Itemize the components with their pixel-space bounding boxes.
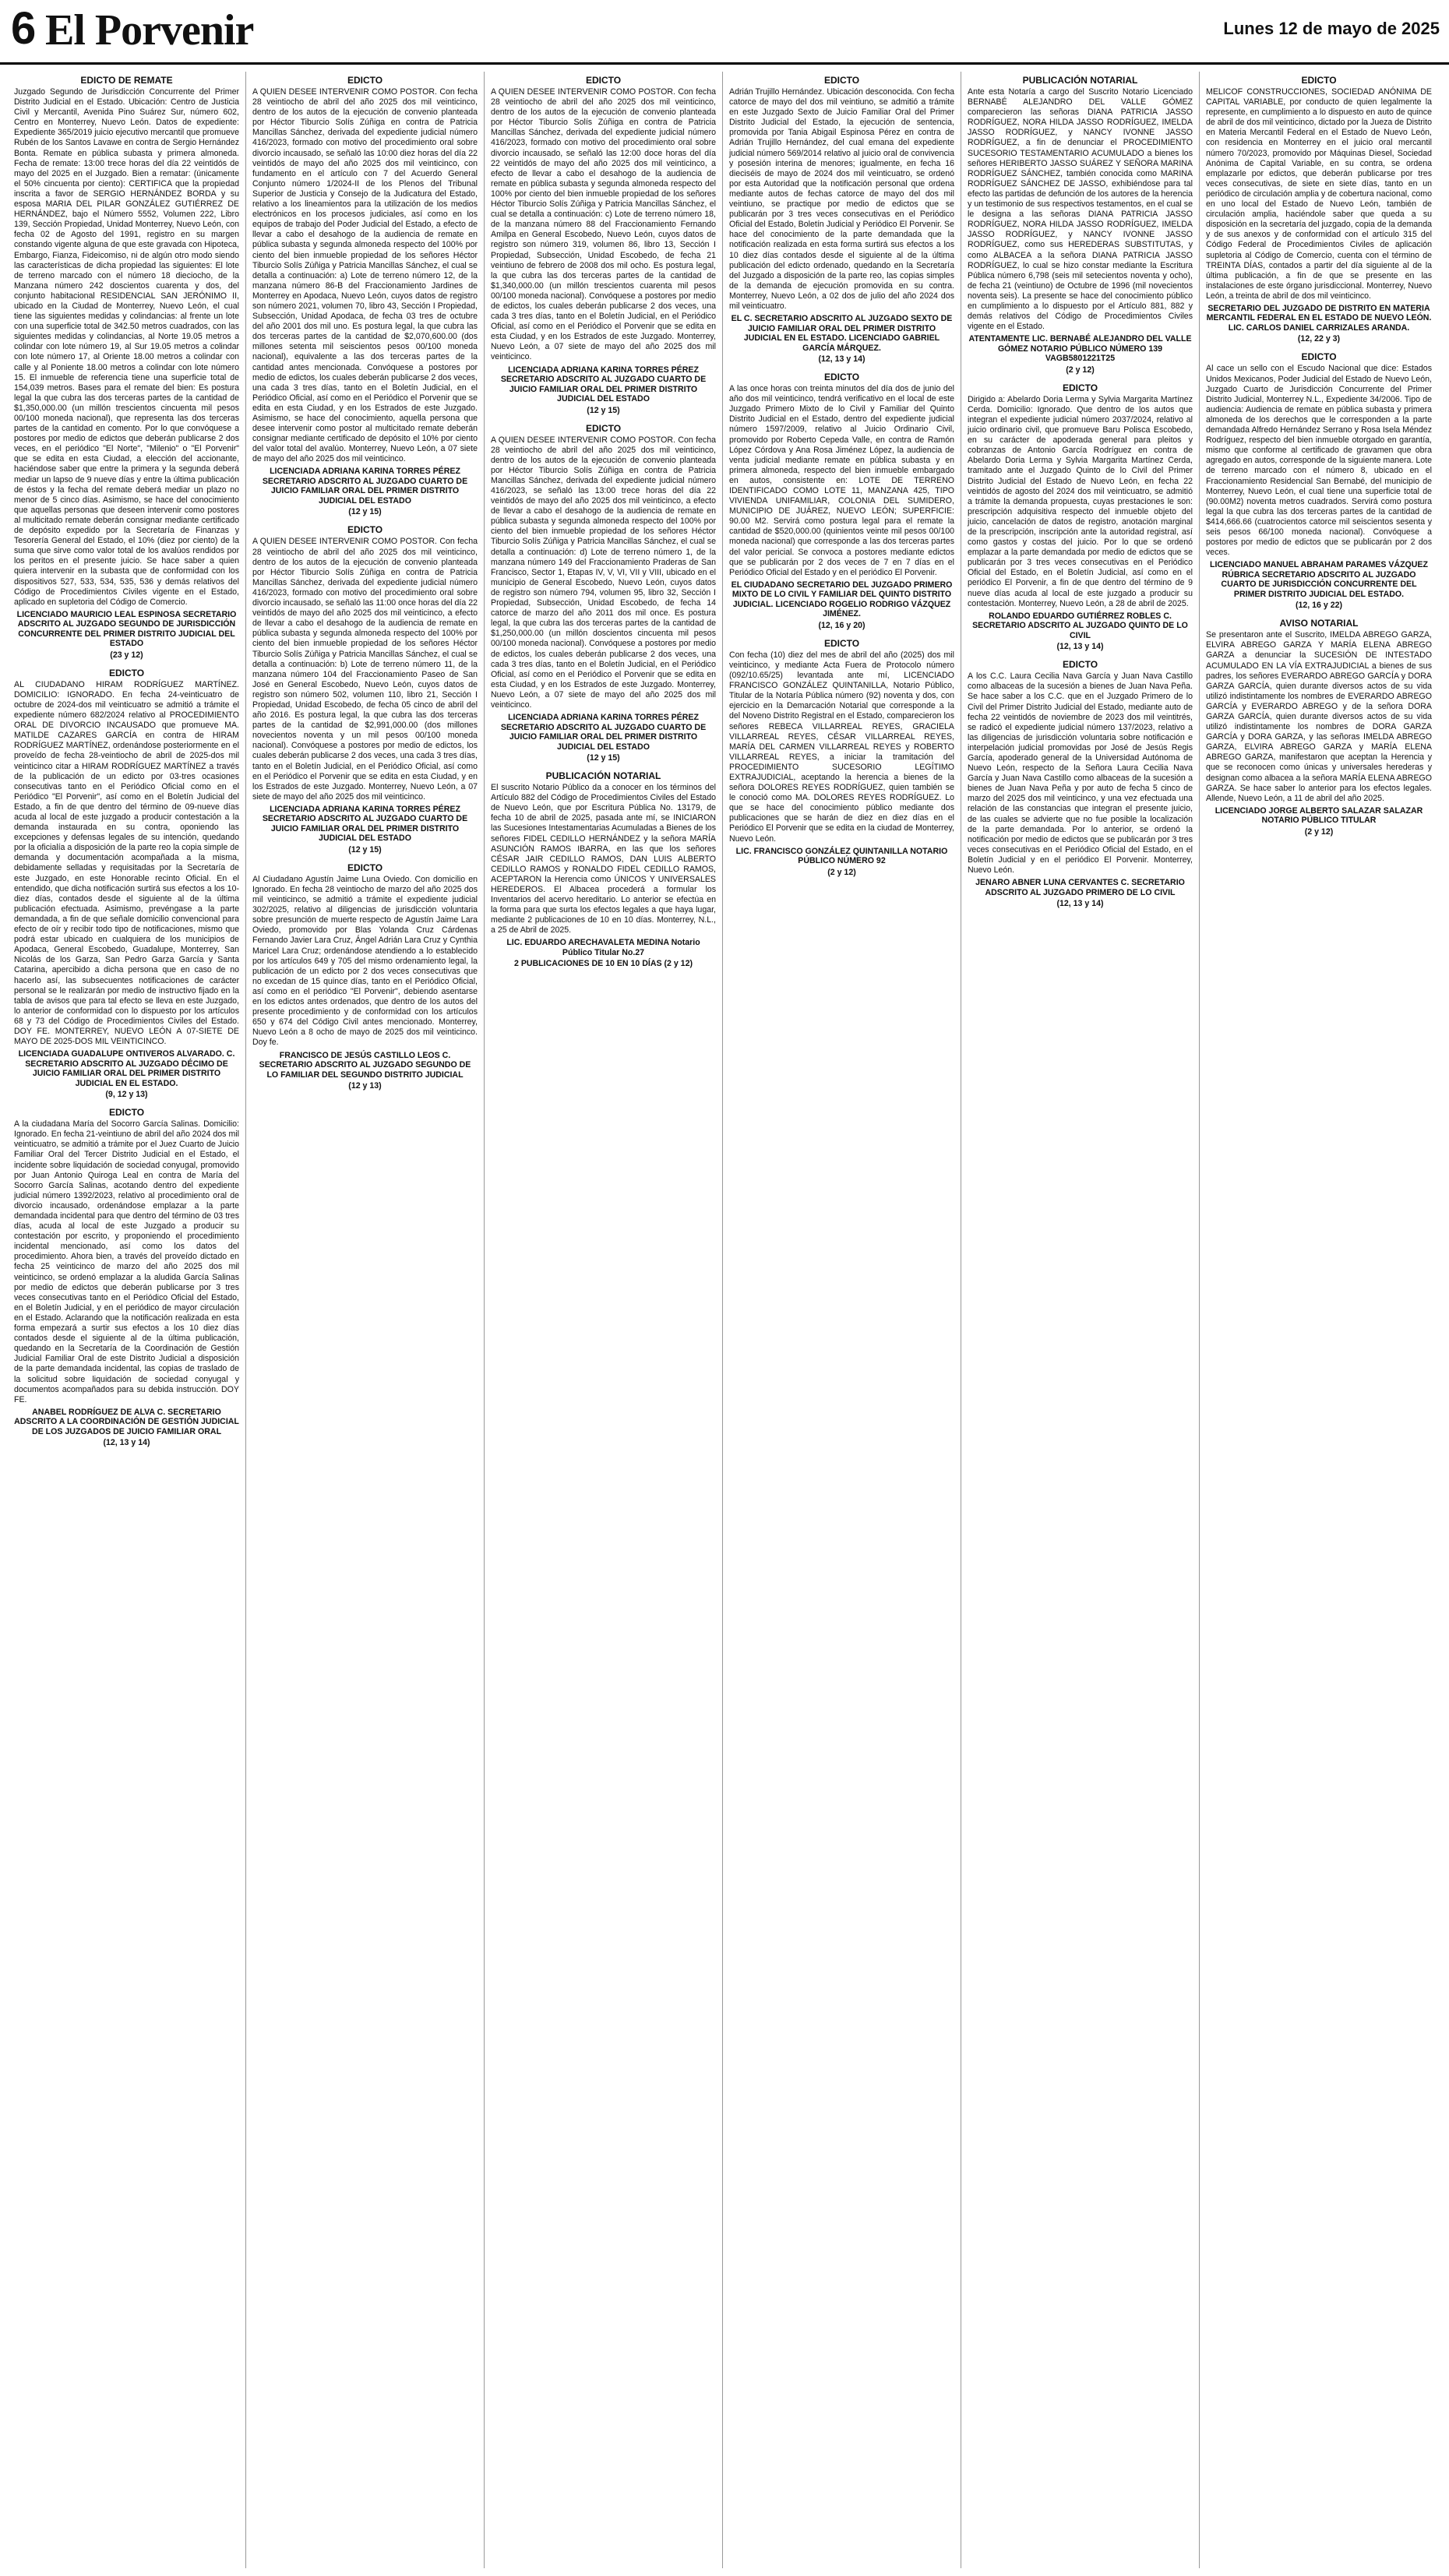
notice-title: EDICTO bbox=[1062, 382, 1098, 393]
newspaper-name: El Porvenir bbox=[45, 6, 254, 55]
notice-title: EDICTO bbox=[347, 862, 383, 873]
notice-publication-dates: (2 y 12) bbox=[1304, 826, 1334, 837]
column-5 bbox=[961, 72, 1200, 2568]
notice-title: PUBLICACIÓN NOTARIAL bbox=[1022, 75, 1138, 86]
notice-publication-dates: (12 y 13) bbox=[348, 1081, 382, 1091]
legal-notice bbox=[14, 668, 239, 1099]
notice-publication-dates: (12, 16 y 20) bbox=[818, 620, 866, 630]
notice-body: AL CIUDADANO HIRAM RODRÍGUEZ MARTÍNEZ. DOMICILIO: IGNORADO. En fecha 24-veinticuatro de octubre de 2024-dos mil veinticuatro se admitió a trámite el expediente número 682/2024 relativo al PROCEDIMIENTO ORAL DE DIVORCIO INCAUSADO que promueve MA. MATILDE CAZARES GARCÍA en contra de HIRAM RODRÍGUEZ MARTÍNEZ, ordenándose posteriormente en el proveído de fecha 28-veintiocho de abril de 2025-dos mil veinticinco citar a HIRAM RODRÍGUEZ MARTÍNEZ a través de la publicación de un edicto por 03-tres ocasiones consecutivas tanto en el Periódico Oficial como en el Periódico "El Porvenir", así como en el Boletín Judicial del Estado, a fin de que dentro del término de 09-nueve días acuda al local de este juzgado a producir contestación a la demanda instaurada en su contra, oponiendo las excepciones y defensas legales de su intención, quedando por la oficialía a disposición de la parte reo la copia simple de demanda y documentación acompañada a la misma, debidamente selladas y requisitadas por la Secretaría de este Juzgado, en este Honorable recinto Oficial. En el entendido, que dicha notificación surtirá sus efectos a los 10-diez días, contados desde el siguiente al de la última publicación efectuada. Asimismo, prevéngase a la parte demandada, a fin de que señale domicilio convencional para efecto de oír y recibir todo tipo de notificaciones, mismo que podrá estar ubicado en cualquiera de los municipios de Apodaca, General Escobedo, Guadalupe, Monterrey, San Nicolás de los Garza, San Pedro Garza García y Santa Catarina, apercibido a dicha persona que en caso de no hacerlo así, las subsecuentes notificaciones de carácter personal se le realizarán por medio de instructivo fijado en la tabla de avisos que para tal efecto se lleva en este Juzgado, lo anterior de conformidad con lo dispuesto por los artículos 68 y 73 del Código de Procedimientos Civiles del Estado. DOY FE. MONTERREY, NUEVO LEÓN A 07-SIETE DE MAYO DE 2025-DOS MIL VEINTICINCO. bbox=[14, 679, 239, 1047]
notice-publication-dates: (12, 13 y 14) bbox=[1056, 642, 1104, 652]
notice-publication-dates: (2 y 12) bbox=[1066, 365, 1095, 375]
notice-signature: LICENCIADA GUADALUPE ONTIVEROS ALVARADO. C. SECRETARIO ADSCRITO AL JUZGADO DÉCIMO DE JUICIO FAMILIAR ORAL DEL PRIMER DISTRITO JUDICIAL EN EL ESTADO. bbox=[18, 1049, 235, 1088]
notice-body: Dirigido a: Abelardo Doria Lerma y Sylvia Margarita Martínez Cerda. Domicilio: Ignorado. Que dentro de los autos que integran el expediente judicial número 2037/2024, relativo al juicio ordinario civil, que promueve Baru Polisca Escobedo, en su carácter de apoderada general para pleitos y cobranzas de Antonio García Rodríguez en contra de Abelardo Doria Lerma y Sylvia Margarita Martínez Cerda, tramitado ante el Juzgado Quinto de lo Civil del Primer Distrito Judicial del Estado de Nuevo León, en fecha 22 veintidós de agosto del 2024 dos mil veinticuatro, se admitió a trámite la demanda propuesta, cuyas prestaciones le son: prescripción adquisitiva respecto del inmueble objeto del juicio, cancelación de datos de registro, anotación marginal de la prescripción, inscripción ante la autoridad registral, así como gastos y costas del juicio. Por lo que se ordenó emplazar a la parte demandada por medio de edictos que se publicarán por 3 tres veces consecutivas en el Periódico Oficial del Estado, en el Boletín Judicial, así como en el periódico El Porvenir, a fin de que dentro del término de 9 nueve días acuda al local de este juzgado a producir su contestación. Monterrey, Nuevo León, a 28 de abril de 2025. bbox=[968, 394, 1193, 608]
notice-publication-dates: (12 y 15) bbox=[348, 844, 382, 855]
legal-notice bbox=[968, 382, 1193, 651]
notice-publication-dates: (12 y 15) bbox=[348, 507, 382, 517]
notice-body: Ante esta Notaría a cargo del Suscrito Notario Licenciado BERNABÉ ALEJANDRO DEL VALLE GÓMEZ comparecieron las señoras DIANA PATRICIA JASSO RODRÍGUEZ, NORA HILDA JASSO RODRÍGUEZ, IMELDA JASSO RODRÍGUEZ, y NANCY IVONNE JASSO RODRÍGUEZ, a fin de denunciar el PROCEDIMIENTO SUCESORIO TESTAMENTARIO ACUMULADO a bienes los señores HERIBERTO JASSO SUÁREZ Y SEÑORA MARINA RODRÍGUEZ SÁNCHEZ, también conocida como MARINA RODRÍGUEZ SÁNCHEZ DE JASSO, exhibiéndose para tal efecto las partidas de defunción de los autores de la herencia y un testimonio de sus respectivos testamentos, en el cual se le designa a las señoras DIANA PATRICIA JASSO RODRÍGUEZ, NORA HILDA JASSO RODRÍGUEZ, IMELDA JASSO RODRÍGUEZ, y NANCY IVONNE JASSO RODRÍGUEZ, como sus HEREDERAS SUBSTITUTAS, y como ALBACEA a la señora DIANA PATRICIA JASSO RODRÍGUEZ, lo cual se hizo constar mediante la Escritura Pública número 6,798 (seis mil setecientos noventa y ocho), de fecha 21 (veintiuno) de Octubre de 1996 (mil novecientos noventa seis). La presente se hace del conocimiento público en cumplimiento a lo dispuesto por el Artículo 881, 882 y demás relativos del Código de Procedimientos Civiles vigente en el Estado. bbox=[968, 87, 1193, 332]
notice-title: EDICTO bbox=[585, 75, 622, 86]
notice-title: EDICTO bbox=[585, 422, 622, 434]
notice-title: EDICTO DE REMATE bbox=[80, 75, 173, 86]
notice-publication-dates: 2 PUBLICACIONES DE 10 EN 10 DÍAS (2 y 12) bbox=[513, 959, 693, 969]
notice-title: EDICTO bbox=[823, 372, 860, 383]
notice-body: A QUIEN DESEE INTERVENIR COMO POSTOR. Con fecha 28 veintiocho de abril del año 2025 dos mil veinticinco, dentro de los autos de la ejecución de convenio planteada por Héctor Tiburcio Solís Zúñiga en contra de Patricia Mancillas Sánchez, derivada del expediente judicial número 416/2023, formado con motivo del procedimiento oral sobre divorcio incausado, se señaló las 10:00 diez horas del día 22 veintidós de mayo del año 2025 dos mil veinticinco, con fundamento en el artículo con 7 del Acuerdo General Conjunto número 1/2024-II de los Plenos del Tribunal Superior de Justicia y Consejo de la Judicatura del Estado, relativo a los lineamientos para la utilización de los medios electrónicos en los procesos judiciales, así como en los equipos de trabajo del Poder Judicial del Estado, a efecto de llevar a cabo el desahogo de la audiencia de remate en pública subasta y segunda almoneda respecto del 100% por ciento del bien inmueble propiedad de los señores Héctor Tiburcio Solís Zúñiga y Patricia Mancillas Sánchez, el cual se detalla a continuación: a) Lote de terreno número 12, de la manzana número 86-B del Fraccionamiento Jardines de Monterrey en Apodaca, Nuevo León, cuyos datos de registro son número 2021, volumen 70, libro 43, Sección I Propiedad, Subsección, Unidad Apodaca, de fecha 03 tres de octubre del año 2001 dos mil uno. Es postura legal, la que cubra las dos terceras partes de la cantidad de $2,070,600.00 (dos millones setenta mil seiscientos pesos 00/100 moneda nacional), equivalente a las dos terceras partes de la cantidad antes mencionada. Convóquese a postores por medio de edictos, los cuales deberán publicarse 2 dos veces, una cada 3 tres días, tanto en el Boletín Judicial, en el Periódico Oficial, así como en el Periódico el Porvenir que se edita en esta Ciudad, y en los Estrados de este Juzgado. Asimismo, se hace del conocimiento, aquella persona que desee intervenir como postor al multicitado remate deberán consignar mediante certificado de depósito el 10% por ciento del valor total del avalúo. Monterrey, Nuevo León, a 07 siete de mayo del año 2025 dos mil veinticinco. bbox=[252, 87, 478, 464]
notice-title: EDICTO bbox=[347, 75, 383, 86]
notice-body: El suscrito Notario Público da a conocer en los términos del Artículo 882 del Código de Procedimientos Civiles del Estado de Nuevo León, que por Escritura Pública No. 13179, de fecha 10 de abril de 2025, pasada ante mí, se INICIARON las Sucesiones Intestamentarias Acumuladas a Bienes de los señores FIDEL CEDILLO HERNÁNDEZ y la señora MARÍA ASUNCIÓN RAMOS IBARRA, en las que los señores CÉSAR JAIR CEDILLO RAMOS, DAN LUIS ALBERTO CEDILLO RAMOS y RONALDO FIDEL CEDILLO RAMOS, ACEPTARON la Herencia como ÚNICOS Y UNIVERSALES HEREDEROS. El Albacea procederá a formular los Inventarios del acervo hereditario. Lo anterior se efectúa en la forma para que surta los efectos legales a que haya lugar, mediante 2 publicaciones de 10 en 10 días. Monterrey, N.L., a 25 de Abril de 2025. bbox=[491, 783, 716, 936]
notice-title: PUBLICACIÓN NOTARIAL bbox=[545, 770, 661, 782]
notice-publication-dates: (12, 22 y 3) bbox=[1297, 334, 1341, 344]
legal-notice bbox=[1206, 351, 1432, 610]
legal-notice bbox=[1206, 75, 1432, 344]
notice-body: Juzgado Segundo de Jurisdicción Concurrente del Primer Distrito Judicial en el Estado. Ubicación: Centro de Justicia Civil y Mercantil, Avenida Pino Suárez Sur, número 602, Centro en Monterrey, Nuevo León. Datos de expediente: Expediente 365/2019 juicio ejecutivo mercantil que promueve Rubén de los Santos Lavawe en contra de Sergio Hernández Bonta. Remate en pública subasta y primera almoneda. Fecha de remate: 13:00 trece horas del día 22 veintidós de mayo del 2025 en el Juzgado. Bien a rematar: (únicamente el 50% cincuenta por ciento): CERTIFICA que la propiedad inscrita a favor de SERGIO HERNÁNDEZ BORDA y su esposa MARIA DEL PILAR GONZÁLEZ GUTIÉRREZ DE HERNÁNDEZ, bajo el Número 5552, Volumen 222, Libro 139, Sección Propiedad, Unidad Monterrey, Nuevo León, con fecha 02 de Agosto del 1991, registro en su margen constando vigente alguna de que este gravada con Hipoteca, Embargo, Fianza, Fideicomiso, ni de algún otro modo siendo las características de dicha propiedad las siguientes: El lote de terreno marcado con el número 18 dieciocho, de la Manzana número 242 doscientos cuarenta y dos, del conjunto habitacional RESIDENCIAL SAN JERÓNIMO II, ubicado en la Ciudad de Monterrey, Nuevo León, el cual tiene las siguientes medidas y colindancias: al frente un lote con una superficie total de 342.50 metros cuadrados, con las siguientes medidas y colindancias, al Norte 19.05 metros a colindar con lote número 19, al Sur 19.05 metros a colindar con lote número 17, al Oriente 18.00 metros a colindar con calle y al Poniente 18.00 metros a colindar con lote número 15. El inmueble de referencia tiene una superficie total de 154,039 metros. Bases para el remate del bien: Es postura legal la que cubra las dos terceras partes de la cantidad de $1,350,000.00 (un millón trescientos cincuenta mil pesos 00/100 moneda nacional), que representa las dos terceras partes de la cantidad en comento. Por lo que convóquese a postores por medio de edictos que deberán publicarse 2 dos veces, en el periódico "El Norte", "Milenio" o "El Porvenir" que se edita en esta Ciudad, a elección del accionante, haciéndose saber que entre la primera y la segunda deberá mediar un lapso de 9 nueve días y entre la última publicación de éstos y la fecha del remate deberá mediar un plazo no menor de 5 cinco días. Asimismo, se hace del conocimiento que aquellas personas que deseen intervenir como postores al multicitado remate deberán consignar mediante certificado de depósito expedido por la Secretaría de Finanzas y Tesorería General del Estado, el 10% (diez por ciento) de la suma que sirve como valor total de los avalúos rendidos por los peritos en el presente juicio. Se hace saber a quien quiera intervenir en la subasta que de conformidad con los dispositivos 527, 533, 534, 535, 536 y demás relativos del Código de Procedimientos Civiles vigente en el Estado, aplicado en supletoria del Código de Comercio. bbox=[14, 87, 239, 607]
notice-title: EDICTO bbox=[347, 524, 383, 536]
issue-date: Lunes 12 de mayo de 2025 bbox=[1223, 19, 1440, 38]
notice-title: EDICTO bbox=[108, 1107, 145, 1119]
notice-body: Adrián Trujillo Hernández. Ubicación desconocida. Con fecha catorce de mayo del dos mil veintiuno, se admitió a trámite en este Juzgado Sexto de Juicio Familiar Oral del Primer Distrito Judicial del Estado, la ejecución de sentencia, promovida por Tania Abigail Espinosa Pérez en contra de Adrián Trujillo Hernández, del cual emana del expediente judicial número 569/2014 relativo al juicio oral de convivencia y posesión interina de menores; igualmente, en fecha 16 dieciséis de mayo de 2024 dos mil veinticuatro, se ordenó por esta Autoridad que la notificación personal que ordena mediante autos de fechas catorce de mayo del dos mil veintiuno, se practique por medio de edictos que se publicarán por 3 tres veces consecutivas en el Periódico Oficial del Estado, Boletín Judicial y Periódico El Porvenir. Se hace del conocimiento de la parte demandada que la notificación realizada en esta forma surtirá sus efectos a los 10 diez días contados desde el siguiente al de la última publicación del edicto ordenado, quedando en la Secretaría del Juzgado a disposición de la parte reo, las copias simples de la demanda de ejecución promovida en su contra. Monterrey, Nuevo León, a 02 dos de julio del año 2024 dos mil veinticuatro. bbox=[729, 87, 954, 311]
notice-body: Se presentaron ante el Suscrito, IMELDA ABREGO GARZA, ELVIRA ABREGO GARZA Y MARÍA ELENA ABREGO GARZA a denunciar la SUCESIÓN DE INTESTADO ACUMULADO EN LA VÍA EXTRAJUDICIAL a bienes de sus padres, los señores EVERARDO ABREGO GARCÍA y DORA GARZA GARCÍA, quien durante diversos actos de su vida utilizó indistintamente los nombres de EVERARDO ABREGO GARCÍA y EVERARDO ABREGO y de la señora DORA GARZA GARCÍA, quien durante diversos actos de su vida utilizó indistintamente los nombres de DORA GARZA GARCÍA y DORA GARZA, y las señoras IMELDA ABREGO GARZA, ELVIRA ABREGO GARZA y MARÍA ELENA ABREGO GARZA, manifestaron que aceptan la Herencia y que se reconocen como únicas y universales herederas y designan como albacea a la señora MARÍA ELENA ABREGO GARZA. Se hace saber lo anterior para los efectos legales. Allende, Nuevo León, a 11 de abril del año 2025. bbox=[1206, 630, 1432, 803]
notice-signature: ANABEL RODRÍGUEZ DE ALVA C. SECRETARIO ADSCRITO A LA COORDINACIÓN DE GESTIÓN JUDICIAL DE LOS JUZGADOS DE JUICIO FAMILIAR ORAL bbox=[14, 1407, 239, 1436]
notice-signature: JENARO ABNER LUNA CERVANTES C. SECRETARIO ADSCRITO AL JUZGADO PRIMERO DE LO CIVIL bbox=[975, 878, 1185, 897]
masthead bbox=[0, 0, 1449, 65]
notice-publication-dates: (12, 13 y 14) bbox=[103, 1438, 150, 1448]
column-6 bbox=[1200, 72, 1438, 2568]
legal-notice bbox=[252, 75, 478, 516]
columns-container bbox=[8, 72, 1441, 2568]
notice-signature: LICENCIADA ADRIANA KARINA TORRES PÉREZ SECRETARIO ADSCRITO AL JUZGADO CUARTO DE JUICIO FAMILIAR ORAL DEL PRIMER DISTRITO JUDICIAL DEL ESTADO bbox=[262, 467, 468, 506]
legal-notice bbox=[729, 75, 954, 364]
notice-publication-dates: (12, 13 y 14) bbox=[818, 354, 866, 365]
notice-body: A QUIEN DESEE INTERVENIR COMO POSTOR. Con fecha 28 veintiocho de abril del año 2025 dos mil veinticinco, dentro de los autos de la ejecución de convenio planteada por Héctor Tiburcio Solís Zúñiga en contra de Patricia Mancillas Sánchez, derivada del expediente judicial número 416/2023, se señaló las 13:00 trece horas del día 22 veintidós de mayo del año 2025 dos mil veinticinco, a efecto de llevar a cabo el desahogo de la audiencia de remate en pública subasta y segunda almoneda respecto del 100% por ciento del bien inmueble propiedad de los señores Héctor Tiburcio Solís Zúñiga y Patricia Mancillas Sánchez, el cual se detalla a continuación: d) Lote de terreno número 1, de la manzana número 149 del Fraccionamiento Praderas de San Francisco, Sector 1, Etapas IV, V, VI, VII y VIII, ubicado en el municipio de General Escobedo, Nuevo León, cuyos datos de registro son número 794, volumen 95, libro 32, Sección I Propiedad, Subsección, Unidad Escobedo, de fecha 14 catorce de marzo del año 2011 dos mil once. Es postura legal, la que cubra las dos terceras partes de la cantidad de $1,250,000.00 (un millón doscientos cincuenta mil pesos 00/100 moneda nacional). Convóquese a postores por medio de edictos, los cuales deberán publicarse 2 dos veces, una cada 3 tres días, tanto en el Boletín Judicial, en el Periódico Oficial, así como en el Periódico el Porvenir que se edita en esta Ciudad, y en los Estrados de este Juzgado. Monterrey, Nuevo León, a 07 siete de mayo del año 2025 dos mil veinticinco. bbox=[491, 435, 716, 710]
notice-title: EDICTO bbox=[1301, 351, 1337, 363]
legal-notice bbox=[729, 372, 954, 630]
legal-notice bbox=[252, 524, 478, 854]
notice-body: Con fecha (10) diez del mes de abril del año (2025) dos mil veinticinco, y mediante Acta Fuera de Protocolo número (092/10.65/25) levantada ante mí, LICENCIADO FRANCISCO GONZÁLEZ QUINTANILLA, Notario Público, Titular de la Notaría Pública número (92) noventa y dos, con ejercicio en la Demarcación Notarial que corresponde a la del Noveno Distrito Registral en el Estado, comparecieron los señores REBECA VILLARREAL REYES, GRACIELA VILLARREAL REYES, CÉSAR VILLARREAL REYES, MARÍA DEL CARMEN VILLARREAL REYES y ROBERTO VILLARREAL REYES, a iniciar la tramitación del PROCEDIMIENTO SUCESORIO LEGÍTIMO EXTRAJUDICIAL, aceptando la herencia a bienes de la señora DOLORES REYES RODRÍGUEZ, quien también se le conoció como MA. DOLORES REYES RODRÍGUEZ. Lo que se hace del conocimiento público mediante dos publicaciones que se harán de diez en diez días en el Periódico El Porvenir que se edita en la ciudad de Monterrey, Nuevo León. bbox=[729, 650, 954, 844]
notice-publication-dates: (23 y 12) bbox=[110, 650, 143, 660]
notice-title: EDICTO bbox=[823, 75, 860, 86]
column-3 bbox=[485, 72, 723, 2568]
notice-title: EDICTO bbox=[1301, 75, 1337, 86]
notice-signature: LICENCIADA ADRIANA KARINA TORRES PÉREZ SECRETARIO ADSCRITO AL JUZGADO CUARTO DE JUICIO FAMILIAR ORAL DEL PRIMER DISTRITO JUDICIAL DEL ESTADO bbox=[500, 713, 707, 752]
notice-signature: EL CIUDADANO SECRETARIO DEL JUZGADO PRIMERO MIXTO DE LO CIVIL Y FAMILIAR DEL QUINTO DISTRITO JUDICIAL. LICENCIADO ROGELIO RODRIGO VÁZQUEZ JIMÉNEZ. bbox=[731, 580, 953, 619]
notice-signature: LICENCIADA ADRIANA KARINA TORRES PÉREZ SECRETARIO ADSCRITO AL JUZGADO CUARTO DE JUICIO FAMILIAR ORAL DEL PRIMER DISTRITO JUDICIAL DEL ESTADO bbox=[500, 365, 707, 404]
page-number: 6 bbox=[11, 3, 37, 54]
notice-signature: SECRETARIO DEL JUZGADO DE DISTRITO EN MATERIA MERCANTIL FEDERAL EN EL ESTADO DE NUEVO LEÓN. LIC. CARLOS DANIEL CARRIZALES ARANDA. bbox=[1206, 303, 1432, 333]
column-1 bbox=[8, 72, 246, 2568]
notice-body: MELICOF CONSTRUCCIONES, SOCIEDAD ANÓNIMA DE CAPITAL VARIABLE, por conducto de quien legalmente la represente, en cumplimiento a lo dispuesto en auto de quince de abril de dos mil veinticinco, dictado por la Jueza de Distrito en Materia Mercantil Federal en el Estado de Nuevo León, con residencia en Monterrey en el juicio oral mercantil número 70/2023, promovido por Máquinas Diesel, Sociedad Anónima de Capital Variable, en su contra, se ordena emplazarle por edictos, que deberán publicarse por tres veces consecutivas, de siete en siete días, tanto en un periódico de circulación amplia y de cobertura nacional, como en uno local del Estado de Nuevo León, también de circulación amplia, haciéndole saber que queda a su disposición en la secretaría del juzgado, copia de la demanda y de sus anexos y de conformidad con el artículo 315 del Código Federal de Procedimientos Civiles de aplicación supletoria al Código de Comercio, cuenta con el término de TREINTA DÍAS, contados a partir del día siguiente al de la última publicación, a fin de que se presente en las instalaciones de este órgano jurisdiccional. Monterrey, Nuevo León, a treinta de abril de dos mil veinticinco. bbox=[1206, 87, 1432, 301]
notice-signature: LICENCIADO MAURICIO LEAL ESPINOSA SECRETARIO ADSCRITO AL JUZGADO SEGUNDO DE JURISDICCIÓN CONCURRENTE DEL PRIMER DISTRITO JUDICIAL DEL ESTADO bbox=[16, 609, 237, 649]
legal-notice bbox=[968, 659, 1193, 908]
legal-notice bbox=[729, 638, 954, 877]
notice-signature: ROLANDO EDUARDO GUTIÉRREZ ROBLES C. SECRETARIO ADSCRITO AL JUZGADO QUINTO DE LO CIVIL bbox=[972, 611, 1188, 640]
notice-signature: LIC. FRANCISCO GONZÁLEZ QUINTANILLA NOTARIO PÚBLICO NÚMERO 92 bbox=[735, 846, 948, 866]
notice-publication-dates: (12, 13 y 14) bbox=[1056, 899, 1104, 909]
notice-signature: ATENTAMENTE LIC. BERNABÉ ALEJANDRO DEL VALLE GÓMEZ NOTARIO PÚBLICO NÚMERO 139 VAGB5801221T25 bbox=[968, 334, 1192, 364]
notice-signature: LICENCIADO MANUEL ABRAHAM PARAMES VÁZQUEZ RÚBRICA SECRETARIO ADSCRITO AL JUZGADO CUARTO DE JURISDICCIÓN CONCURRENTE DEL PRIMER DISTRITO JUDICIAL DEL ESTADO. bbox=[1210, 560, 1428, 599]
notice-publication-dates: (9, 12 y 13) bbox=[105, 1090, 148, 1100]
column-4 bbox=[723, 72, 961, 2568]
notice-signature: EL C. SECRETARIO ADSCRITO AL JUZGADO SEXTO DE JUICIO FAMILIAR ORAL DEL PRIMER DISTRITO JUDICIAL EN EL ESTADO. LICENCIADO GABRIEL GARCÍA MÁRQUEZ. bbox=[731, 314, 953, 353]
notice-body: A las once horas con treinta minutos del día dos de junio del año dos mil veinticinco, tendrá verificativo en el local de este Juzgado Primero Mixto de lo Civil y Familiar del Quinto Distrito Judicial en el Estado, dentro del expediente judicial número 1597/2009, relativo al Juicio Ordinario Civil, promovido por Roberto Cepeda Valle, en contra de Ramón López Córdova y Ana Rosa Jiménez López, la audiencia de venta judicial mediante remate en pública subasta y en primera almoneda, respecto del bien inmueble embargado en autos, consistente en: LOTE DE TERRENO IDENTIFICADO COMO LOTE 11, MANZANA 425, TIPO VIVIENDA UNIFAMILIAR, COLONIA DEL SUMIDERO, MUNICIPIO DE JUÁREZ, NUEVO LEÓN; SUPERFICIE: 90.00 M2. Servirá como postura legal para el remate la cantidad de $520,000.00 (quinientos veinte mil pesos 00/100 moneda nacional) que corresponde a las dos terceras partes del valor pericial. Se convoca a postores mediante edictos que se publicarán por 2 dos veces de 7 en 7 días en el Periódico Oficial del Estado y en el periódico El Porvenir. bbox=[729, 384, 954, 577]
notice-body: A los C.C. Laura Cecilia Nava García y Juan Nava Castillo como albaceas de la sucesión a bienes de Juan Nava Peña. Se hace saber a los C.C. que en el Juzgado Primero de lo Civil del Primer Distrito Judicial del Estado, mediante auto de fecha 22 veintidós de noviembre de 2023 dos mil veintitrés, se radicó el expediente judicial número 137/2023, relativo a las diligencias de jurisdicción voluntaria sobre notificación e interpelación judicial promovidas por José de Jesús Regis García, apoderado general de la Universidad Autónoma de Nuevo León, respecto de la Señora Laura Cecilia Nava García y Juan Nava Castillo como albaceas de la sucesión a bienes de Juan Nava Peña y por auto de fecha 5 cinco de marzo del 2025 dos mil veinticinco, y una vez efectuada una relación de las constancias que integran el presente juicio, de las cuales se advierte que no fue posible la localización de la parte demandada. Por lo anterior, se ordenó la notificación por medio de edictos que se publicarán por 3 tres veces consecutivas en el Periódico Oficial del Estado, en el Boletín Judicial y en el periódico El Porvenir. Monterrey, Nuevo León. bbox=[968, 671, 1193, 875]
notice-title: AVISO NOTARIAL bbox=[1279, 618, 1359, 629]
legal-notice bbox=[1206, 618, 1432, 837]
legal-notice bbox=[491, 770, 716, 968]
notice-body: A QUIEN DESEE INTERVENIR COMO POSTOR. Con fecha 28 veintiocho de abril del año 2025 dos mil veinticinco, dentro de los autos de la ejecución de convenio planteada por Héctor Tiburcio Solís Zúñiga en contra de Patricia Mancillas Sánchez, derivada del expediente judicial número 416/2023, formado con motivo del procedimiento oral sobre divorcio incausado, se señaló las 11:00 once horas del día 22 veintidós de mayo del año 2025 dos mil veinticinco, a efecto de llevar a cabo el desahogo de la audiencia de remate en pública subasta y segunda almoneda respecto del 100% por ciento del bien inmueble propiedad de los señores Héctor Tiburcio Solís Zúñiga y Patricia Mancillas Sánchez, el cual se detalla a continuación: b) Lote de terreno número 11, de la manzana número 104 del Fraccionamiento Paseo de San José en General Escobedo, Nuevo León, cuyos datos de registro son número 502, volumen 110, libro 21, Sección I Propiedad, Unidad Escobedo, de fecha 05 cinco de abril del año 2016. Es postura legal, la que cubra las dos terceras partes de la cantidad de $2,991,000.00 (dos millones novecientos noventa y un mil pesos 00/100 moneda nacional). Convóquese a postores por medio de edictos, los cuales deberán publicarse 2 dos veces, una cada 3 tres días, tanto en el Boletín Judicial, en el Periódico Oficial, así como en el Periódico el Porvenir que se edita en esta Ciudad, y en los Estrados de este Juzgado. Monterrey, Nuevo León, a 07 siete de mayo del año 2025 dos mil veinticinco. bbox=[252, 537, 478, 802]
legal-notice bbox=[491, 423, 716, 763]
notice-body: A la ciudadana María del Socorro García Salinas. Domicilio: Ignorado. En fecha 21-veintiuno de abril del año 2024 dos mil veinticuatro, se admitió a trámite por el Juez Cuarto de Juicio Familiar Oral del Tercer Distrito Judicial en el Estado, el incidente sobre liquidación de sociedad conyugal, promovido por Juan Antonio Quiroga Leal en contra de María del Socorro García Salinas, acotando dentro del expediente judicial número 1392/2023, relativo al procedimiento oral de divorcio incausado, ordenándose emplazar a la parte demandada incidental para que dentro del término de 03 tres días, acuda al local de este Juzgado a producir su contestación por escrito, y proponiendo el procedimiento incidental mencionado, así como los datos del procedimiento. Ahora bien, a través del proveído dictado en fecha 25 veinticinco de marzo del año 2025 dos mil veinticinco, se ordenó emplazar a la aludida García Salinas por medio de edictos que deberán publicarse por 3 tres veces consecutivas tanto en el Periódico Oficial del Estado, en el Boletín Judicial, y en el periódico de mayor circulación en el Estado. Aclarando que la notificación realizada en esta forma empezará a surtir sus efectos a los 10 diez días contados desde el siguiente al de la última publicación, quedando en la Secretaría de la Coordinación de Gestión Judicial Familiar Oral de este Distrito Judicial a disposición de la parte demandada incidental, las copias de traslado de la solicitud sobre liquidación de sociedad conyugal y documentos acompañados para su debida instrucción. DOY FE. bbox=[14, 1119, 239, 1404]
notice-publication-dates: (12 y 15) bbox=[587, 753, 620, 763]
notice-signature: LIC. EDUARDO ARECHAVALETA MEDINA Notario Público Titular No.27 bbox=[506, 938, 700, 957]
legal-notice bbox=[968, 75, 1193, 375]
notice-body: Al Ciudadano Agustín Jaime Luna Oviedo. Con domicilio en Ignorado. En fecha 28 veintiocho de marzo del año 2025 dos mil veinticinco, se admitió a trámite el expediente judicial 302/2025, relativo al diligencias de jurisdicción voluntaria sobre presunción de muerte respecto de Agustín Jaime Lara Oviedo, promovido por Blas Yolanda Cruz Cárdenas Fernando Javier Lara Cruz, Ángel Adrián Lara Cruz y Cynthia Maricel Lara Cruz; ordenándose atendiendo a lo establecido por los artículos 649 y 705 del mismo ordenamiento legal, la publicación de un edicto por 2 dos veces consecutivas que no excedan de 15 quince días, tanto en el Periódico Oficial, así como en el periódico "El Porvenir", debiendo asentarse en los edictos antes ordenados, que dentro de los autos del presente procedimiento y de conformidad con los artículos 650 y 674 del Código Civil antes mencionado. Monterrey, Nuevo León a 8 ocho de mayo de 2025 dos mil veinticinco. Doy fe. bbox=[252, 874, 478, 1048]
legal-notice bbox=[491, 75, 716, 415]
notice-publication-dates: (12 y 15) bbox=[587, 405, 620, 415]
legal-notice bbox=[14, 75, 239, 660]
notice-title: EDICTO bbox=[108, 667, 145, 678]
notice-publication-dates: (2 y 12) bbox=[827, 867, 856, 877]
notice-body: Al cace un sello con el Escudo Nacional que dice: Estados Unidos Mexicanos, Poder Judicial del Estado de Nuevo León, Juzgado Cuarto de Jurisdicción Concurrente del Primer Distrito Judicial, Monterrey N.L., Expediente 34/2006. Tipo de audiencia: Audiencia de remate en pública subasta y primera almoneda de los derechos que le corresponden a la parte demandada Alfredo Hernández Serrano y Rosa Isela Méndez Rodríguez, respecto del bien inmueble otorgado en garantía, mismo que conforme al certificado de gravamen que obra agregado en autos, corresponde de la siguiente manera. Lote de terreno marcado con el número 8, ubicado en el Fraccionamiento Residencial San Bernabé, del municipio de Monterrey, Nuevo León, el cual tiene una superficie total de (90.00M2) noventa metros cuadrados. Servirá como postura legal la que cubra las dos terceras partes de la cantidad de $414,666.66 (cuatrocientos catorce mil seiscientos sesenta y seis pesos 66/100 moneda nacional). Convóquese a postores por medio de edictos que se publicarán por 2 dos veces. bbox=[1206, 364, 1432, 558]
column-2 bbox=[246, 72, 485, 2568]
notice-publication-dates: (12, 16 y 22) bbox=[1295, 601, 1343, 611]
notice-signature: LICENCIADA ADRIANA KARINA TORRES PÉREZ SECRETARIO ADSCRITO AL JUZGADO CUARTO DE JUICIO FAMILIAR ORAL DEL PRIMER DISTRITO JUDICIAL DEL ESTADO bbox=[262, 804, 468, 844]
notice-title: EDICTO bbox=[823, 637, 860, 649]
notice-body: A QUIEN DESEE INTERVENIR COMO POSTOR. Con fecha 28 veintiocho de abril del año 2025 dos mil veinticinco, dentro de los autos de la ejecución de convenio planteada por Héctor Tiburcio Solís Zúñiga en contra de Patricia Mancillas Sánchez, derivada del expediente judicial número 416/2023, formado con motivo del procedimiento oral sobre divorcio incausado, se señaló las 12:00 doce horas del día 22 veintidós de mayo del año 2025 dos mil veinticinco, a efecto de llevar a cabo el desahogo de la audiencia de remate en pública subasta y segunda almoneda respecto del 100% por ciento del bien inmueble propiedad de los señores Héctor Tiburcio Solís Zúñiga y Patricia Mancillas Sánchez, el cual se detalla a continuación: c) Lote de terreno número 18, de la manzana número 88 del Fraccionamiento Fernando Amilpa en General Escobedo, Nuevo León, cuyos datos de registro son número 319, volumen 86, libro 13, Sección I Propiedad, Subsección, Unidad Escobedo, de fecha 21 veintiuno de febrero de 2008 dos mil ocho. Es postura legal, la que cubra las dos terceras partes de la cantidad de $1,340,000.00 (un millón trescientos cuarenta mil pesos 00/100 moneda nacional). Convóquese a postores por medio de edictos, los cuales deberán publicarse 2 dos veces, una cada 3 tres días, tanto en el Boletín Judicial, en el Periódico Oficial, así como en el Periódico el Porvenir que se edita en esta Ciudad, y en los Estrados de este Juzgado. Monterrey, Nuevo León, a 07 siete de mayo del año 2025 dos mil veinticinco. bbox=[491, 87, 716, 362]
notice-title: EDICTO bbox=[1062, 659, 1098, 671]
legal-notice bbox=[252, 862, 478, 1091]
notice-signature: FRANCISCO DE JESÚS CASTILLO LEOS C. SECRETARIO ADSCRITO AL JUZGADO SEGUNDO DE LO FAMILIAR DEL SEGUNDO DISTRITO JUDICIAL bbox=[259, 1050, 471, 1080]
legal-notice bbox=[14, 1107, 239, 1447]
notice-signature: LICENCIADO JORGE ALBERTO SALAZAR SALAZAR NOTARIO PÚBLICO TITULAR bbox=[1215, 805, 1423, 826]
